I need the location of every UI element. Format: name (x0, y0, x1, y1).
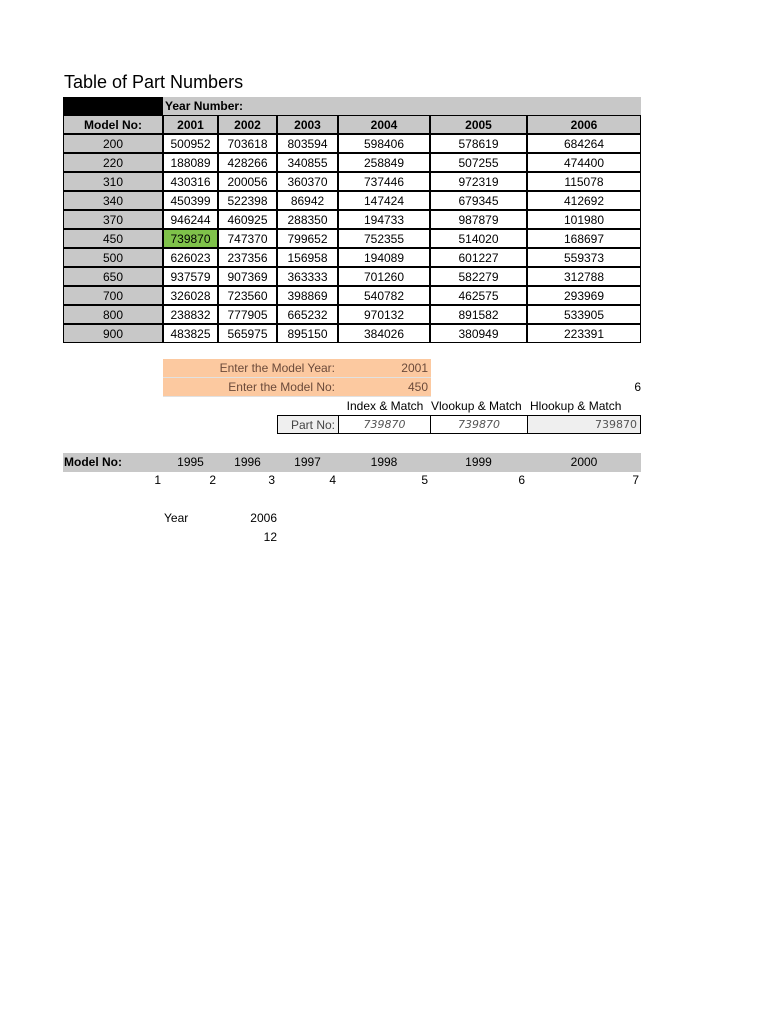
part-number-cell[interactable]: 500952 (163, 134, 218, 153)
part-number-cell[interactable]: 737446 (338, 172, 430, 191)
part-number-cell[interactable]: 946244 (163, 210, 218, 229)
part-number-cell[interactable]: 380949 (430, 324, 527, 343)
year-lookup-index[interactable]: 12 (263, 530, 277, 544)
part-number-cell[interactable]: 970132 (338, 305, 430, 324)
part-number-cell[interactable]: 752355 (338, 229, 430, 248)
part-number-cell[interactable]: 684264 (527, 134, 641, 153)
model-no-label[interactable]: Enter the Model No: (163, 378, 338, 397)
part-number-cell[interactable]: 747370 (218, 229, 277, 248)
lower-index-cell[interactable]: 6 (518, 473, 525, 487)
lower-year-cell[interactable]: 2000 (570, 455, 598, 469)
part-number-cell[interactable]: 238832 (163, 305, 218, 324)
part-number-cell[interactable]: 194089 (338, 248, 430, 267)
part-number-cell[interactable]: 194733 (338, 210, 430, 229)
year-header-2005[interactable]: 2005 (430, 115, 527, 134)
part-number-cell[interactable]: 777905 (218, 305, 277, 324)
part-number-cell[interactable]: 578619 (430, 134, 527, 153)
model-year-label[interactable]: Enter the Model Year: (163, 359, 338, 378)
lower-year-cell[interactable]: 1998 (370, 455, 398, 469)
vlookup-match-result[interactable]: 739870 (430, 415, 528, 434)
model-cell[interactable]: 200 (63, 134, 163, 153)
model-cell[interactable]: 700 (63, 286, 163, 305)
lower-model-label[interactable]: Model No: (64, 455, 122, 469)
page-title: Table of Part Numbers (64, 72, 244, 92)
vlookup-match-header[interactable]: Vlookup & Match (431, 399, 522, 413)
lower-index-cell[interactable]: 2 (209, 473, 216, 487)
part-number-cell[interactable]: 972319 (430, 172, 527, 191)
model-year-input[interactable]: 2001 (338, 359, 431, 378)
part-number-cell[interactable]: 288350 (277, 210, 338, 229)
part-number-cell[interactable]: 450399 (163, 191, 218, 210)
part-number-cell[interactable]: 168697 (527, 229, 641, 248)
part-number-cell[interactable]: 462575 (430, 286, 527, 305)
model-cell[interactable]: 220 (63, 153, 163, 172)
hlookup-match-header[interactable]: Hlookup & Match (530, 399, 622, 413)
part-number-cell[interactable]: 514020 (430, 229, 527, 248)
lower-index-cell[interactable]: 4 (329, 473, 336, 487)
part-number-cell[interactable]: 987879 (430, 210, 527, 229)
lower-year-cell[interactable]: 1996 (234, 455, 261, 469)
part-number-cell[interactable]: 312788 (527, 267, 641, 286)
part-number-cell[interactable]: 258849 (338, 153, 430, 172)
model-cell[interactable]: 340 (63, 191, 163, 210)
part-number-cell[interactable]: 474400 (527, 153, 641, 172)
model-cell[interactable]: 500 (63, 248, 163, 267)
part-number-cell[interactable]: 533905 (527, 305, 641, 324)
part-number-cell[interactable]: 799652 (277, 229, 338, 248)
part-number-cell[interactable]: 188089 (163, 153, 218, 172)
part-number-cell[interactable]: 559373 (527, 248, 641, 267)
part-number-cell[interactable]: 200056 (218, 172, 277, 191)
lower-index-cell[interactable]: 5 (421, 473, 428, 487)
part-number-cell[interactable]: 582279 (430, 267, 527, 286)
index-match-header[interactable]: Index & Match (346, 399, 424, 413)
part-number-cell[interactable]: 460925 (218, 210, 277, 229)
part-number-cell[interactable]: 430316 (163, 172, 218, 191)
part-number-cell[interactable]: 115078 (527, 172, 641, 191)
part-number-cell[interactable]: 101980 (527, 210, 641, 229)
part-number-cell[interactable]: 891582 (430, 305, 527, 324)
part-number-cell[interactable]: 907369 (218, 267, 277, 286)
index-match-result[interactable]: 739870 (338, 415, 431, 434)
part-no-label[interactable]: Part No: (277, 415, 339, 434)
part-number-cell[interactable]: 565975 (218, 324, 277, 343)
part-number-cell[interactable]: 156958 (277, 248, 338, 267)
part-number-cell[interactable]: 147424 (338, 191, 430, 210)
lower-year-cell[interactable]: 1995 (177, 455, 204, 469)
lower-index-cell[interactable]: 1 (154, 473, 161, 487)
part-number-cell[interactable]: 522398 (218, 191, 277, 210)
part-number-cell[interactable]: 340855 (277, 153, 338, 172)
corner-cell[interactable] (63, 97, 163, 116)
part-number-cell[interactable]: 360370 (277, 172, 338, 191)
selected-part-number-cell[interactable]: 739870 (163, 229, 218, 248)
side-number-cell[interactable]: 6 (634, 380, 641, 394)
model-no-header[interactable]: Model No: (63, 115, 163, 134)
model-cell[interactable]: 800 (63, 305, 163, 324)
part-number-cell[interactable]: 679345 (430, 191, 527, 210)
part-number-cell[interactable]: 483825 (163, 324, 218, 343)
part-number-cell[interactable]: 223391 (527, 324, 641, 343)
part-number-cell[interactable]: 428266 (218, 153, 277, 172)
part-number-cell[interactable]: 723560 (218, 286, 277, 305)
part-number-cell[interactable]: 937579 (163, 267, 218, 286)
year-header-2002[interactable]: 2002 (218, 115, 277, 134)
model-cell[interactable]: 900 (63, 324, 163, 343)
model-cell[interactable]: 450 (63, 229, 163, 248)
lower-year-cell[interactable]: 1997 (294, 455, 321, 469)
part-number-cell[interactable]: 701260 (338, 267, 430, 286)
part-number-cell[interactable]: 601227 (430, 248, 527, 267)
part-number-cell[interactable]: 626023 (163, 248, 218, 267)
model-cell[interactable]: 650 (63, 267, 163, 286)
year-header-2004[interactable]: 2004 (338, 115, 430, 134)
part-number-cell[interactable]: 293969 (527, 286, 641, 305)
year-header-2006[interactable]: 2006 (527, 115, 641, 134)
part-number-cell[interactable]: 803594 (277, 134, 338, 153)
part-number-cell[interactable]: 384026 (338, 324, 430, 343)
part-number-cell[interactable]: 398869 (277, 286, 338, 305)
year-header-2001[interactable]: 2001 (163, 115, 218, 134)
part-number-cell[interactable]: 598406 (338, 134, 430, 153)
part-number-cell[interactable]: 237356 (218, 248, 277, 267)
lower-index-cell[interactable]: 7 (632, 473, 639, 487)
part-number-cell[interactable]: 507255 (430, 153, 527, 172)
year-header-2003[interactable]: 2003 (277, 115, 338, 134)
part-number-cell[interactable]: 895150 (277, 324, 338, 343)
hlookup-match-result[interactable]: 739870 (527, 415, 641, 434)
year-lookup-label[interactable]: Year (164, 511, 189, 525)
year-number-label[interactable]: Year Number: (163, 97, 641, 116)
year-lookup-value[interactable]: 2006 (250, 511, 277, 525)
model-cell[interactable]: 370 (63, 210, 163, 229)
lower-index-cell[interactable]: 3 (268, 473, 275, 487)
part-number-cell[interactable]: 412692 (527, 191, 641, 210)
part-number-cell[interactable]: 703618 (218, 134, 277, 153)
lower-year-cell[interactable]: 1999 (465, 455, 492, 469)
model-cell[interactable]: 310 (63, 172, 163, 191)
part-number-cell[interactable]: 665232 (277, 305, 338, 324)
part-number-cell[interactable]: 326028 (163, 286, 218, 305)
part-number-cell[interactable]: 540782 (338, 286, 430, 305)
part-number-cell[interactable]: 86942 (277, 191, 338, 210)
model-no-input[interactable]: 450 (338, 378, 431, 397)
part-number-cell[interactable]: 363333 (277, 267, 338, 286)
